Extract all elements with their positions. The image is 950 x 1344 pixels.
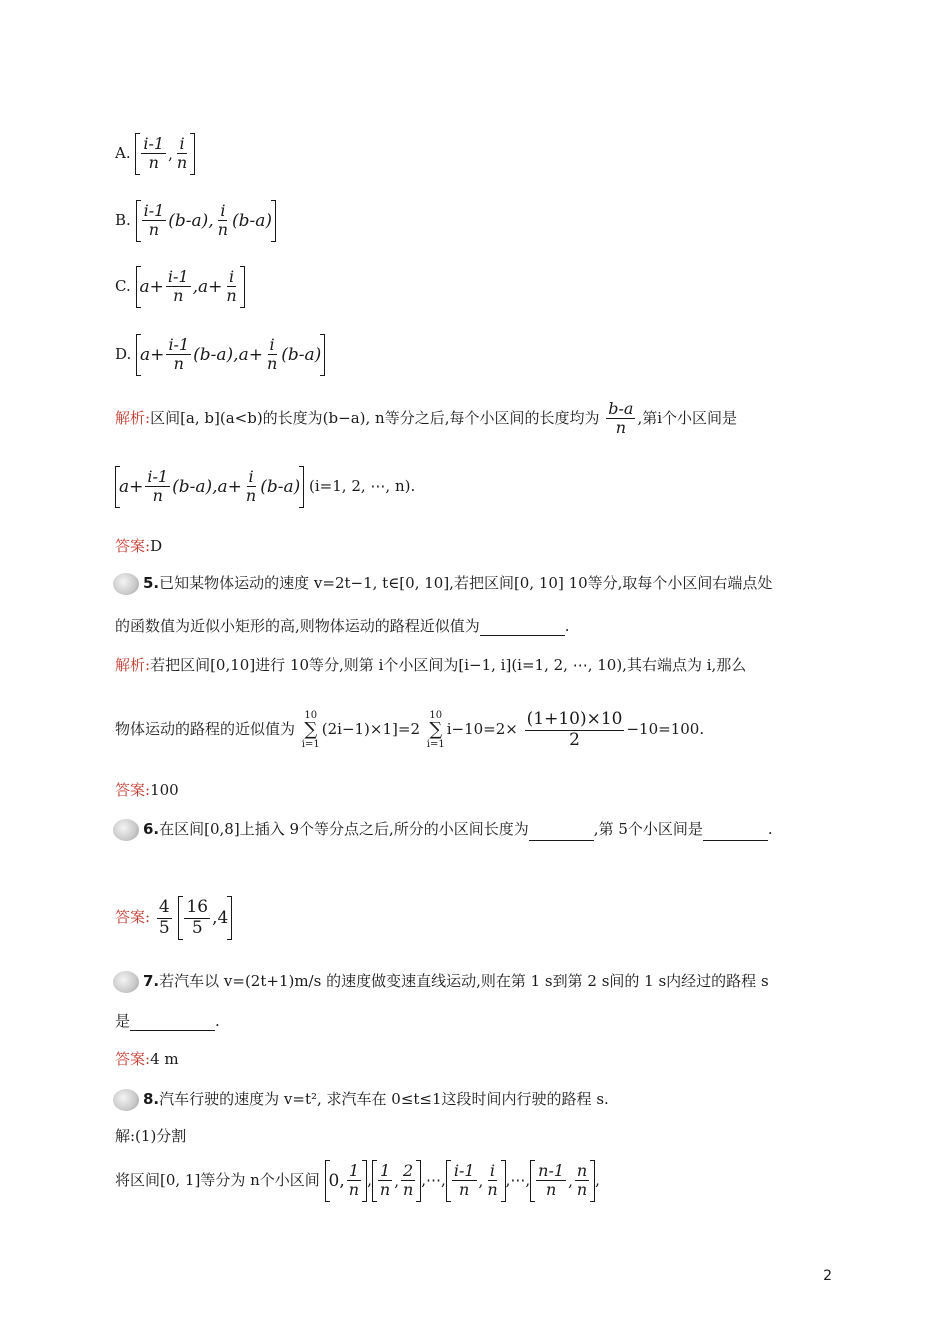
summation-symbol-2: 10 ∑ i=1 bbox=[426, 709, 445, 750]
q8-number: 8. bbox=[143, 1090, 160, 1108]
answer-blank bbox=[480, 617, 565, 636]
q6-answer: 答案: $\frac{4}{5}$ $\frac{16}{5}$ , 4 bbox=[115, 896, 232, 940]
q4-interval-tail: (i=1, 2, ⋯, n). bbox=[309, 476, 416, 495]
formula-end: −10=100. bbox=[626, 720, 705, 739]
analysis-text: 若把区间[0,10]进行 10等分,则第 i个小区间为[i−1, i](i=1, 2, ⋯, 10),其右端点为 i,那么 bbox=[150, 656, 747, 674]
q8-partition-line: 将区间[0, 1]等分为 n个小区间 0, $\frac{1}{n}$ , $\frac{1}{n}$ , $\frac{2}{n}$ ,⋯, $\frac{i-1}{n}$ , $\frac{i}{n}$ ,⋯, $\frac{n-1}{n}$ , $\frac{n}{n}$ , bbox=[115, 1160, 600, 1202]
option-a-interval: $\frac{i-1}{n}$ , $\frac{i}{n}$ bbox=[135, 133, 195, 175]
ans-den-1: 5 bbox=[158, 917, 170, 938]
analysis-label: 解析 bbox=[115, 408, 146, 427]
option-a-label: A. bbox=[115, 143, 131, 162]
ans-num-1: 4 bbox=[158, 897, 170, 917]
q7-text: 若汽车以 v=(2t+1)m/s 的速度做变速直线运动,则在第 1 s到第 2 s间的 1 s内经过的路程 s bbox=[159, 972, 769, 990]
interval-2: $\frac{1}{n}$ , $\frac{2}{n}$ bbox=[372, 1160, 421, 1202]
ellipsis-1: ,⋯, bbox=[421, 1170, 446, 1189]
ans-den-2: 5 bbox=[191, 917, 203, 938]
interval-1: 0, $\frac{1}{n}$ bbox=[325, 1160, 368, 1202]
question-marker-icon bbox=[113, 819, 139, 841]
sum-top: 10 bbox=[429, 709, 443, 721]
q5-line2 bbox=[115, 615, 570, 636]
q6-number: 6. bbox=[143, 820, 160, 838]
analysis-text: 区间[a, b](a<b)的长度为(b−a), n等分之后,每个小区间的长度均为 bbox=[150, 408, 600, 427]
q6-answer-interval: $\frac{16}{5}$ , 4 bbox=[178, 896, 232, 940]
answer-value: D bbox=[150, 537, 163, 555]
q7-period: . bbox=[215, 1012, 220, 1030]
ans-right: 4 bbox=[217, 908, 229, 929]
formula-mid-1: (2i−1)×1]=2 bbox=[321, 720, 420, 739]
q5-line1 bbox=[115, 572, 772, 595]
option-b-label: B. bbox=[115, 210, 131, 229]
option-d bbox=[115, 334, 325, 376]
end-comma: , bbox=[595, 1170, 600, 1189]
q4-interval-line bbox=[115, 466, 415, 508]
question-marker-icon bbox=[113, 1089, 139, 1111]
formula-prefix: 物体运动的路程的近似值为 bbox=[115, 720, 296, 739]
q7-line2 bbox=[115, 1010, 220, 1031]
option-b bbox=[115, 200, 276, 242]
q4-interval: a+ $\frac{i-1}{n}$ (b-a),a+ $\frac{i}{n}$ (b-a) bbox=[115, 466, 304, 508]
answer-blank bbox=[529, 822, 594, 841]
question-marker-icon bbox=[113, 971, 139, 993]
answer-label: 答案 bbox=[115, 1050, 146, 1068]
formula-mid-2: i−10=2× bbox=[446, 720, 518, 739]
answer-value: 100 bbox=[150, 781, 179, 799]
q6-text: 在区间[0,8]上插入 9个等分点之后,所分的小区间长度为 bbox=[159, 820, 529, 838]
q7-answer: 答案:4 m bbox=[115, 1050, 179, 1068]
q6-line1 bbox=[115, 818, 773, 841]
q4-answer: 答案:D bbox=[115, 537, 163, 555]
ans-num-2: 16 bbox=[186, 897, 209, 917]
page-number: 2 bbox=[823, 1268, 832, 1284]
q8-line1 bbox=[115, 1088, 609, 1111]
answer-label: 答案 bbox=[115, 537, 146, 555]
q5-answer: 答案:100 bbox=[115, 781, 179, 799]
option-a bbox=[115, 133, 195, 175]
solution-step-text: 解:(1)分割 bbox=[115, 1127, 187, 1145]
interval-i: $\frac{i-1}{n}$ , $\frac{i}{n}$ bbox=[446, 1160, 506, 1202]
summation-symbol: 10 ∑ i=1 bbox=[301, 709, 320, 750]
q6-text-2: ,第 5个小区间是 bbox=[593, 820, 703, 838]
q7-line1 bbox=[115, 970, 769, 993]
option-d-interval: a+ $\frac{i-1}{n}$ (b-a),a+ $\frac{i}{n}$ (b-a) bbox=[136, 334, 325, 376]
answer-label: 答案 bbox=[115, 781, 146, 799]
q8-text: 汽车行驶的速度为 v=t², 求汽车在 0≤t≤1这段时间内行驶的路程 s. bbox=[159, 1090, 609, 1108]
q5-analysis: 解析:若把区间[0,10]进行 10等分,则第 i个小区间为[i−1, i](i=1, 2, ⋯, 10),其右端点为 i,那么 bbox=[115, 656, 747, 674]
ellipsis-2: ,⋯, bbox=[505, 1170, 531, 1189]
q5-number: 5. bbox=[143, 574, 160, 592]
q4-analysis: 解析:区间[a, b](a<b)的长度为(b−a), n等分之后,每个小区间的长度均为 $\frac{b-a}{n}$ ,第i个小区间是 bbox=[115, 399, 738, 438]
sum-bottom: i=1 bbox=[426, 738, 445, 750]
interval-n: $\frac{n-1}{n}$ , $\frac{n}{n}$ bbox=[530, 1160, 595, 1202]
option-c-interval: a+ $\frac{i-1}{n}$ ,a+ $\frac{i}{n}$ bbox=[136, 266, 245, 308]
answer-value: 4 m bbox=[150, 1050, 179, 1068]
formula-num: (1+10)×10 bbox=[526, 709, 623, 729]
q7-text-2: 是 bbox=[115, 1012, 131, 1030]
answer-label: 答案 bbox=[115, 908, 146, 927]
option-c bbox=[115, 266, 245, 308]
q5-formula bbox=[115, 710, 704, 750]
question-marker-icon bbox=[113, 573, 139, 595]
q8-solution-step bbox=[115, 1125, 186, 1146]
answer-blank-2 bbox=[703, 822, 768, 841]
analysis-text-2: ,第i个小区间是 bbox=[637, 408, 738, 427]
analysis-colon: : bbox=[145, 408, 151, 427]
answer-blank bbox=[130, 1012, 215, 1031]
analysis-label: 解析 bbox=[115, 656, 146, 674]
option-d-label: D. bbox=[115, 344, 132, 363]
option-b-interval: $\frac{i-1}{n}$ (b-a), $\frac{i}{n}$ (b-a) bbox=[136, 200, 276, 242]
partition-prefix: 将区间[0, 1]等分为 n个小区间 bbox=[115, 1170, 320, 1189]
q6-period: . bbox=[767, 820, 773, 838]
q7-number: 7. bbox=[143, 972, 160, 990]
sum-top: 10 bbox=[304, 709, 318, 721]
q5-text-2: 的函数值为近似小矩形的高,则物体运动的路程近似值为 bbox=[115, 617, 480, 635]
q5-text: 已知某物体运动的速度 v=2t−1, t∈[0, 10],若把区间[0, 10] 10等分,取每个小区间右端点处 bbox=[159, 574, 773, 592]
q5-period: . bbox=[564, 617, 570, 635]
formula-den: 2 bbox=[569, 729, 580, 750]
option-c-label: C. bbox=[115, 276, 131, 295]
sum-bottom: i=1 bbox=[301, 738, 320, 750]
